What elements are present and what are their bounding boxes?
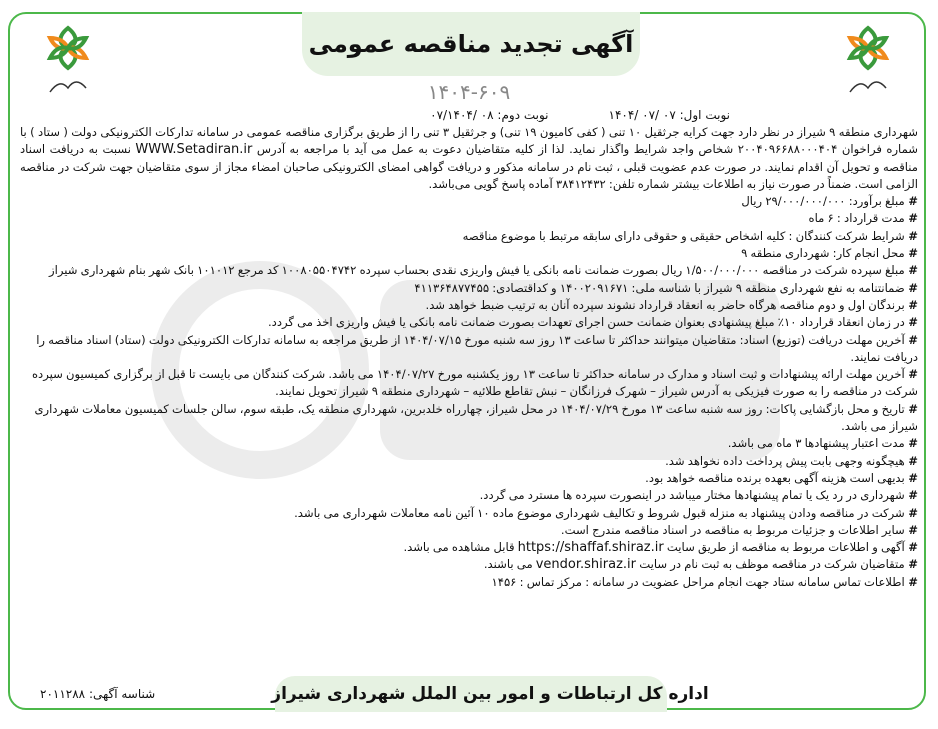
condition-item: # مبلغ برآورد: ۲۹/۰۰۰/۰۰۰/۰۰۰ ریال <box>20 193 918 210</box>
first-publication: نوبت اول: ۰۷ /۰۷ /۱۴۰۴ <box>608 108 730 122</box>
condition-item: # شرایط شرکت کنندگان : کلیه اشخاص حقیقی و حقوقی دارای سابقه مرتبط با موضوع مناقصه <box>20 228 918 245</box>
condition-item: # هیچگونه وجهی بابت پیش پرداخت داده نخواهد شد. <box>20 453 918 470</box>
setadiran-link[interactable]: WWW.Setadiran.ir <box>135 142 253 158</box>
condition-item: # شهرداری در رد یک یا تمام پیشنهادها مختار میباشد در اینصورت سپرده ها مسترد می گردد. <box>20 487 918 504</box>
condition-item: # تاریخ و محل بازگشایی پاکات: روز سه شنبه ساعت ۱۳ مورخ ۱۴۰۴/۰۷/۲۹ در محل شیراز، چهارراه خلدبرین، شهرداری منطقه یک، طبقه سوم، سالن جلسات کمیسیون معاملات شهرداری شیراز می باشد. <box>20 401 918 436</box>
second-publication: نوبت دوم: ۰۸ /۰۷/۱۴۰۴ <box>430 108 549 122</box>
condition-item: # بدیهی است هزینه آگهی بعهده برنده مناقصه خواهد بود. <box>20 470 918 487</box>
shiraz-municipality-logo <box>838 22 898 112</box>
title-banner <box>302 12 640 76</box>
condition-item: # مبلغ سپرده شرکت در مناقصه ۱/۵۰۰/۰۰۰/۰۰۰ ریال بصورت ضمانت نامه بانکی یا فیش واریزی نقدی بحساب سپرده ۱۰۰۸۰۵۵۰۴۷۴۲ کد مرجع ۱۰۱۰۱۲ بانک شهر بنام شهرداری شیراز <box>20 262 918 279</box>
intro-paragraph: شهرداری منطقه ۹ شیراز در نظر دارد جهت کرایه جرثقیل ۱۰ تنی ( کفی کامیون ۱۹ تنی) و جرثقیل ۳ تنی را از طریق برگزاری مناقصه عمومی در سامانه تدارکات الکترونیکی دولت ( ستاد ) با شماره فراخوان ۲۰۰۴۰۹۶۶۸۸۰۰۰۴۰۴ شخاص واجد شرایط واگذار نماید. لذا از کلیه متقاضیان دعوت به عمل می آید با مراجعه به آدرس WWW.Setadiran.ir نسبت به دریافت اسناد مناقصه و تحویل آن اقدام نمایند. در صورت عدم عضویت قبلی ، ثبت نام در سامانه مذکور و دریافت گواهی امضای الکترونیکی صاحبان امضاء مجاز از سوی متقاضیان جهت شرکت در مناقصه الزامی است. ضمناً در صورت نیاز به اطلاعات بیشتر شماره تلفن: ۳۸۴۱۲۴۳۲ آماده پاسخ گویی می‌باشد. <box>20 125 919 191</box>
notice-title: آگهی تجدید مناقصه عمومی <box>308 30 634 58</box>
conditions-list <box>20 193 918 539</box>
vendor-link[interactable]: vendor.shiraz.ir <box>535 557 637 573</box>
notice-body <box>20 124 918 591</box>
contact-item: # اطلاعات تماس سامانه ستاد جهت انجام مراحل عضویت در سامانه : مرکز تماس : ۱۴۵۶ <box>20 574 918 591</box>
vendor-item: # متقاضیان شرکت در مناقصه موظف به ثبت نام در سایت vendor.shiraz.ir می باشند. <box>20 556 918 573</box>
publication-dates <box>250 107 730 123</box>
ad-id: شناسه آگهی: ۲۰۱۱۲۸۸ <box>40 687 156 701</box>
condition-item: # آخرین مهلت ارائه پیشنهادات و ثبت اسناد و مدارک در سامانه حداکثر تا ساعت ۱۳ روز یکشنبه مورخ ۱۴۰۴/۰۷/۲۷ می باشد. شرکت کنندگان می بایست تا قبل از برگزاری کمیسیون سپرده شرکت در مناقصه را به صورت فیزیکی به آدرس شیراز – شهرک فرزانگان – نبش تقاطع طلائیه – شهرداری منطقه ۹ شیراز تحویل نمایند. <box>20 366 918 401</box>
reference-number: ۱۴۰۴-۶۰۹ <box>427 80 511 104</box>
condition-item: # ضمانتنامه به نفع شهرداری منطقه ۹ شیراز با شناسه ملی: ۱۴۰۰۲۰۹۱۶۷۱ و کداقتصادی: ۴۱۱۳۶۴۸۷۷۴۵۵ <box>20 280 918 297</box>
condition-item: # مدت اعتبار پیشنهادها ۳ ماه می باشد. <box>20 435 918 452</box>
site-item: # آگهی و اطلاعات مربوط به مناقصه از طریق سایت https://shaffaf.shiraz.ir قابل مشاهده می باشد. <box>20 539 918 556</box>
condition-item: # محل انجام کار: شهرداری منطقه ۹ <box>20 245 918 262</box>
condition-item: # سایر اطلاعات و جزئیات مربوط به مناقصه در اسناد مناقصه مندرج است. <box>20 522 918 539</box>
condition-item: # مدت قرارداد : ۶ ماه <box>20 210 918 227</box>
condition-item: # در زمان انعقاد قرارداد ۱۰٪ مبلغ پیشنهادی بعنوان ضمانت حسن اجرای تعهدات بصورت ضمانت نامه بانکی یا فیش واریزی اخذ می گردد. <box>20 314 918 331</box>
shaffaf-link[interactable]: https://shaffaf.shiraz.ir <box>517 540 664 556</box>
shiraz-municipality-logo <box>38 22 98 112</box>
condition-item: # آخرین مهلت دریافت (توزیع) اسناد: متقاضیان میتوانند حداکثر تا ساعت ۱۳ روز سه شنبه مورخ ۱۴۰۴/۰۷/۱۵ از طریق مراجعه به سامانه تدارکات الکترونیکی دولت (ستاد) اسناد مناقصه را دریافت نمایند. <box>20 332 918 367</box>
condition-item: # برندگان اول و دوم مناقصه هرگاه حاضر به انعقاد قرارداد نشوند سپرده آنان به ترتیب ضبط خواهد شد. <box>20 297 918 314</box>
footer-title: اداره کل ارتباطات و امور بین الملل شهرداری شیراز <box>271 684 709 704</box>
condition-item: # شرکت در مناقصه ودادن پیشنهاد به منزله قبول شروط و تکالیف شهرداری موضوع ماده ۱۰ آئین نامه معاملات شهرداری می باشد. <box>20 505 918 522</box>
